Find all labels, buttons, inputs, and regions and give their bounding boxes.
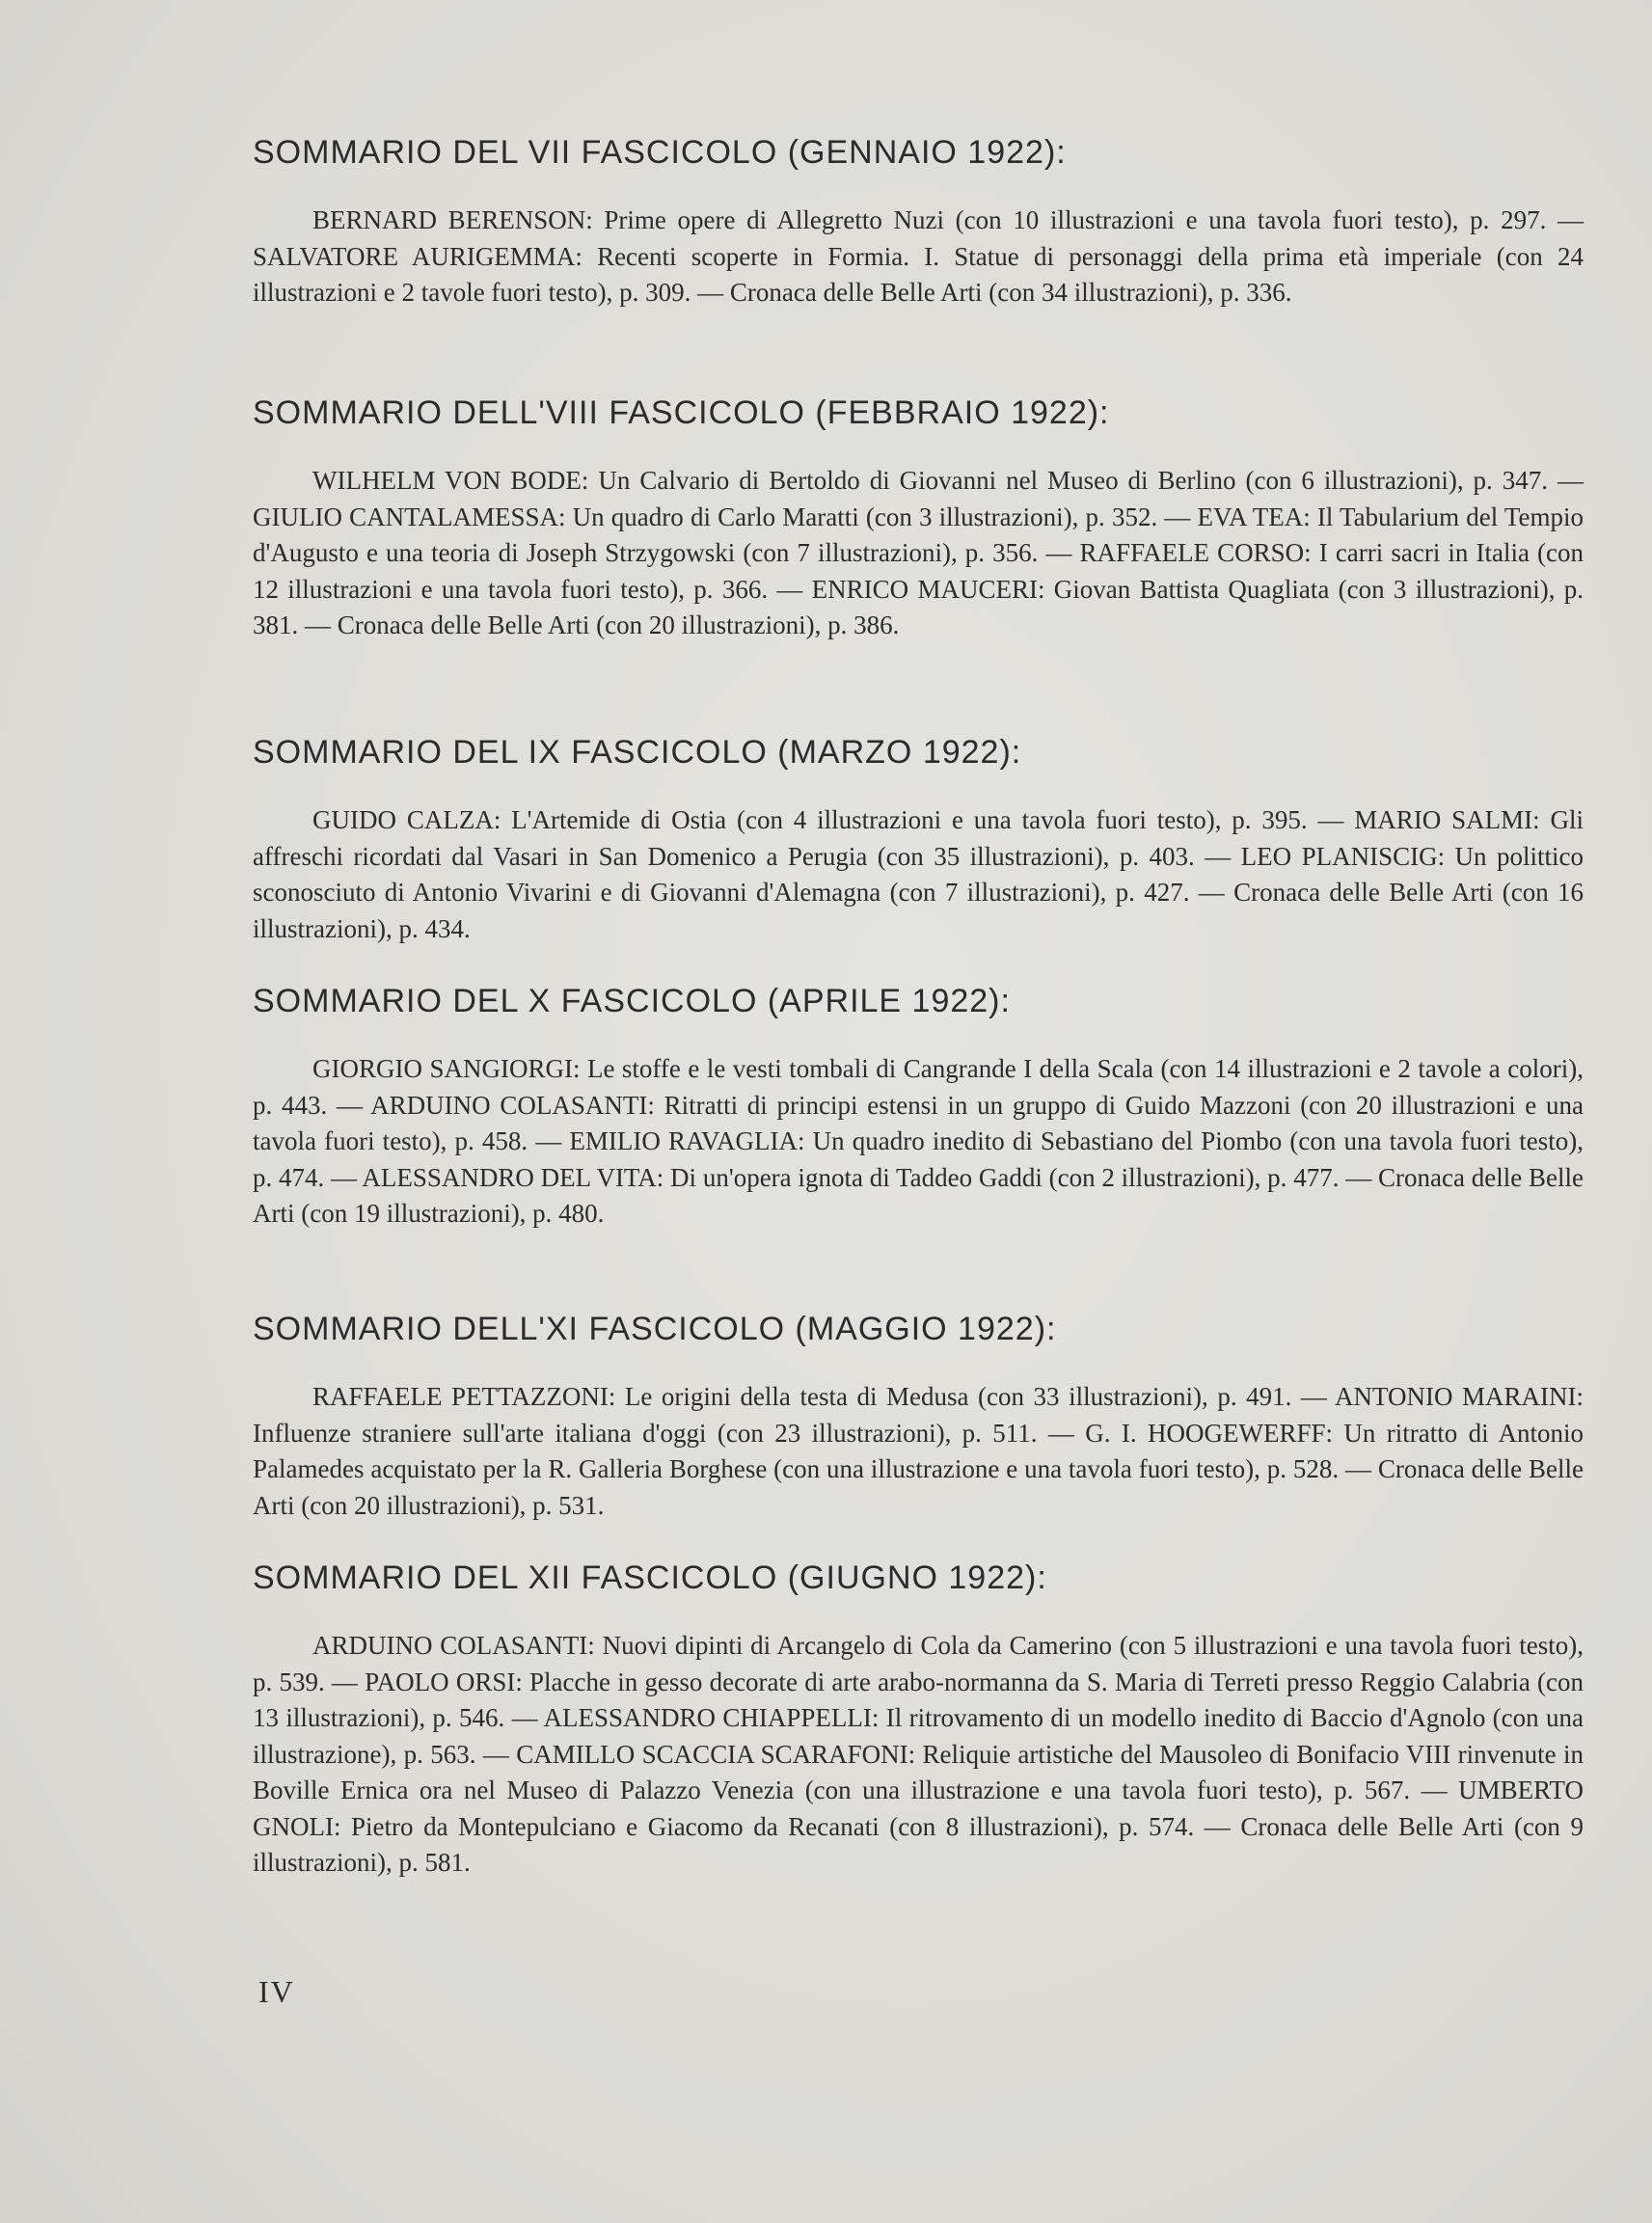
section-heading: SOMMARIO DELL'VIII FASCICOLO (FEBBRAIO 1922):	[253, 394, 1110, 431]
section-x	[253, 982, 1584, 1310]
page-number: IV	[258, 1974, 295, 2009]
section-viii	[253, 393, 1584, 733]
section-heading: SOMMARIO DELL'XI FASCICOLO (MAGGIO 1922):	[253, 1311, 1057, 1347]
section-text: ARDUINO COLASANTI: Nuovi dipinti di Arcangelo di Cola da Camerino (con 5 illustrazioni e una tavola fuori testo), p. 539. — PAOLO ORSI: Placche in gesso decorate di arte arabo-normanna da S. Maria di Terreti presso Reggio Calabria (con 13 illustrazioni), p. 546. — ALESSANDRO CHIAPPELLI: Il ritrovamento di un modello inedito di Baccio d'Agnolo (con una illustrazione), p. 563. — CAMILLO SCACCIA SCARAFONI: Reliquie artistiche del Mausoleo di Bonifacio VIII rinvenute in Boville Ernica ora nel Museo di Palazzo Venezia (con una illustrazione e una tavola fuori testo), p. 567. — UMBERTO GNOLI: Pietro da Montepulciano e Giacomo da Recanati (con 8 illustrazioni), p. 574. — Cronaca delle Belle Arti (con 9 illustrazioni), p. 581.	[253, 1631, 1584, 1877]
section-text: RAFFAELE PETTAZZONI: Le origini della testa di Medusa (con 33 illustrazioni), p. 491. — ANTONIO MARAINI: Influenze straniere sull'arte italiana d'oggi (con 23 illustrazioni), p. 511. — G. I. HOOGEWERFF: Un ritratto di Antonio Palamedes acquistato per la R. Galleria Borghese (con una illustrazione e una tavola fuori testo), p. 528. — Cronaca delle Belle Arti (con 20 illustrazioni), p. 531.	[253, 1382, 1584, 1520]
section-heading: SOMMARIO DEL VII FASCICOLO (GENNAIO 1922):	[253, 134, 1067, 171]
section-text: WILHELM VON BODE: Un Calvario di Bertoldo di Giovanni nel Museo di Berlino (con 6 illustrazioni), p. 347. — GIULIO CANTALAMESSA: Un quadro di Carlo Maratti (con 3 illustrazioni), p. 352. — EVA TEA: Il Tabularium del Tempio d'Augusto e una teoria di Joseph Strzygowski (con 7 illustrazioni), p. 356. — RAFFAELE CORSO: I carri sacri in Italia (con 12 illustrazioni e una tavola fuori testo), p. 366. — ENRICO MAUCERI: Giovan Battista Quagliata (con 3 illustrazioni), p. 381. — Cronaca delle Belle Arti (con 20 illustrazioni), p. 386.	[253, 466, 1584, 639]
section-heading: SOMMARIO DEL X FASCICOLO (APRILE 1922):	[253, 983, 1011, 1019]
section-text: BERNARD BERENSON: Prime opere di Allegretto Nuzi (con 10 illustrazioni e una tavola fuori testo), p. 297. — SALVATORE AURIGEMMA: Recenti scoperte in Formia. I. Statue di personaggi della prima età imperiale (con 24 illustrazioni e 2 tavole fuori testo), p. 309. — Cronaca delle Belle Arti (con 34 illustrazioni), p. 336.	[253, 205, 1584, 307]
section-text: GUIDO CALZA: L'Artemide di Ostia (con 4 illustrazioni e una tavola fuori testo), p. 395. — MARIO SALMI: Gli affreschi ricordati dal Vasari in San Domenico a Perugia (con 35 illustrazioni), p. 403. — LEO PLANISCIG: Un polittico sconosciuto di Antonio Vivarini e di Giovanni d'Alemagna (con 7 illustrazioni), p. 427. — Cronaca delle Belle Arti (con 16 illustrazioni), p. 434.	[253, 805, 1584, 943]
section-heading: SOMMARIO DEL XII FASCICOLO (GIUGNO 1922):	[253, 1559, 1047, 1596]
section-heading: SOMMARIO DEL IX FASCICOLO (MARZO 1922):	[253, 734, 1022, 771]
table-of-contents	[253, 133, 1584, 1944]
section-text: GIORGIO SANGIORGI: Le stoffe e le vesti tombali di Cangrande I della Scala (con 14 illustrazioni e 2 tavole a colori), p. 443. — ARDUINO COLASANTI: Ritratti di principi estensi in un gruppo di Guido Mazzoni (con 20 illustrazioni e una tavola fuori testo), p. 458. — EMILIO RAVAGLIA: Un quadro inedito di Sebastiano del Piombo (con una tavola fuori testo), p. 474. — ALESSANDRO DEL VITA: Di un'opera ignota di Taddeo Gaddi (con 2 illustrazioni), p. 477. — Cronaca delle Belle Arti (con 19 illustrazioni), p. 480.	[253, 1054, 1584, 1228]
section-xi	[253, 1310, 1584, 1559]
section-xii	[253, 1559, 1584, 1944]
section-vii	[253, 133, 1584, 393]
section-ix	[253, 733, 1584, 982]
